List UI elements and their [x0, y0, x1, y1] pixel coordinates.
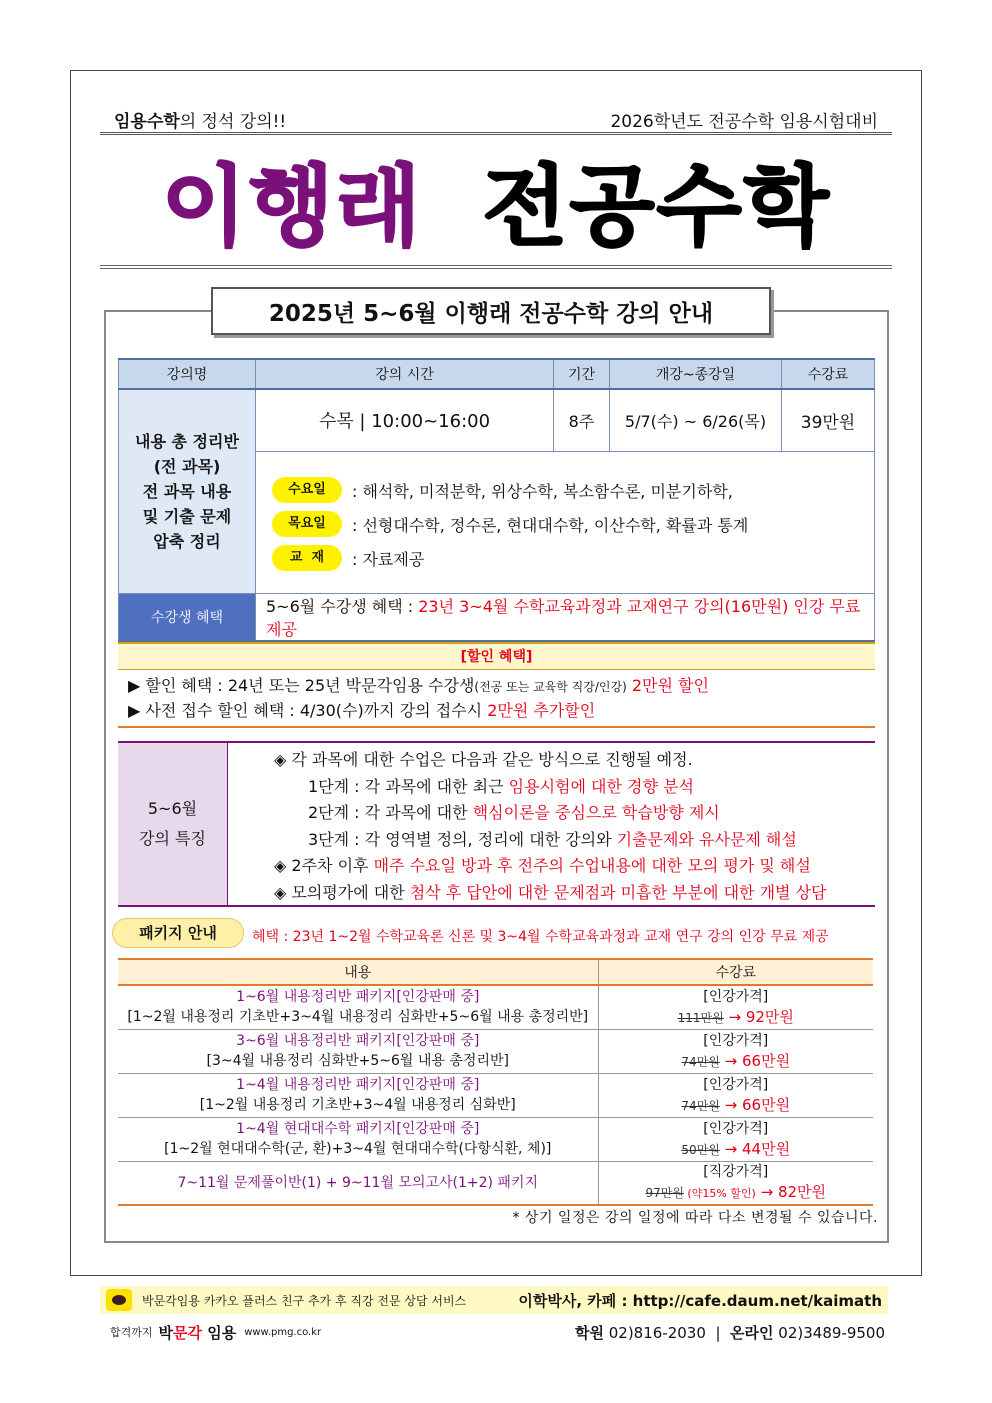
- new-price: 66만원: [742, 1095, 791, 1114]
- features-bullet-2: [274, 853, 875, 880]
- package-price: [598, 1161, 873, 1205]
- discount-line-2: [128, 699, 875, 723]
- course-fee: 39만원: [782, 389, 875, 451]
- arrow: →: [719, 1139, 742, 1158]
- header-slogan-rest: 의 정석 강의!!: [179, 112, 287, 132]
- features-body: [228, 743, 875, 905]
- package-name: 3~6월 내용정리반 패키지[인강판매 중]: [236, 1033, 480, 1049]
- step-3-highlight: 기출문제와 유사문제 해설: [616, 829, 797, 849]
- footer-kakao-bar: [100, 1286, 888, 1314]
- package-table: [118, 958, 873, 1206]
- package-content: [118, 985, 598, 1029]
- features-label-period: 5~6월: [147, 799, 198, 818]
- course-row: [119, 389, 875, 451]
- bullet-2-text: ◈ 2주차 이후: [274, 856, 374, 875]
- features-step-1: [274, 774, 875, 801]
- old-price: 50만원: [681, 1142, 720, 1157]
- header-slogan: [100, 107, 286, 132]
- price-type: [인강가격]: [703, 1120, 769, 1137]
- course-table-header: [119, 359, 875, 389]
- material-tag: 교 재: [272, 545, 342, 571]
- benefit-label: 수강생 혜택: [119, 593, 256, 641]
- arrow: →: [723, 1007, 746, 1026]
- package-row: [118, 1117, 873, 1161]
- discount-heading: [할인 혜택]: [118, 642, 875, 670]
- package-table-header: [118, 959, 873, 985]
- discount-body: [118, 674, 875, 728]
- package-name: 1~6월 내용정리반 패키지[인강판매 중]: [236, 989, 480, 1006]
- discount-line-1-note: (전공 또는 교육학 직강/인강): [474, 680, 627, 694]
- col-fee: 수강료: [782, 359, 875, 389]
- new-price: 92만원: [745, 1007, 794, 1026]
- new-price: 44만원: [742, 1139, 791, 1158]
- price-type: [인강가격]: [703, 1032, 769, 1049]
- package-name: 7~11월 문제풀이반(1) + 9~11월 모의고사(1+2) 패키지: [177, 1174, 539, 1191]
- instructor-name: 이행래: [161, 155, 423, 258]
- package-content: [118, 1117, 598, 1161]
- package-row: [118, 1073, 873, 1117]
- col-price: 수강료: [598, 959, 873, 985]
- bullet-3-text: ◈ 모의평가에 대한: [274, 882, 410, 902]
- package-price: [598, 1117, 873, 1161]
- features-label: [118, 743, 228, 905]
- package-price: [598, 985, 873, 1029]
- course-name-line: 및 기출 문제: [142, 506, 232, 526]
- benefit-prefix: 5~6월 수강생 혜택 :: [266, 596, 419, 616]
- headline: 2025년 5~6월 이행래 전공수학 강의 안내: [211, 287, 771, 335]
- arrow: →: [755, 1182, 778, 1201]
- course-table: [118, 358, 875, 642]
- site-url[interactable]: www.pmg.co.kr: [244, 1326, 322, 1338]
- old-price: 111만원: [677, 1010, 724, 1025]
- course-name-line: 압축 정리: [153, 531, 221, 551]
- step-3-text: 3단계 : 각 영역별 정의, 정리에 대한 강의와: [308, 829, 617, 849]
- step-1-text: 1단계 : 각 과목에 대한 최근: [308, 776, 509, 796]
- benefit-text: [256, 593, 875, 641]
- package-detail: [1~2월 현대대수학(군, 환)+3~4월 현대대수학(다항식환, 체)]: [164, 1141, 552, 1157]
- old-price: 74만원: [681, 1098, 720, 1113]
- course-name-line: 전 과목 내용: [142, 481, 232, 501]
- course-name-line: (전 과목): [153, 456, 221, 476]
- package-row: [118, 1161, 873, 1205]
- package-detail: [3~4월 내용정리 심화반+5~6월 내용 총정리반]: [206, 1053, 509, 1069]
- header-line: [100, 104, 892, 132]
- features-label-title: 강의 특징: [139, 829, 206, 848]
- package-row: [118, 985, 873, 1029]
- package-detail: [1~2월 내용정리 기초반+3~4월 내용정리 심화반+5~6월 내용 총정리반]: [127, 1009, 589, 1026]
- package-note: 혜택 : 23년 1~2월 수학교육론 신론 및 3~4월 수학교육과정과 교재 연구 강의 인강 무료 제공: [252, 929, 829, 945]
- discount-line-2-amount: 2만원 추가할인: [487, 701, 596, 720]
- features-step-3: [274, 827, 875, 854]
- features-step-2: [274, 800, 875, 827]
- price-type: [인강가격]: [703, 988, 769, 1005]
- discount-line-2-text: ▶ 사전 접수 할인 혜택 : 4/30(수)까지 강의 접수시: [128, 701, 488, 720]
- subject-thu: [272, 507, 874, 541]
- kakao-icon: [106, 1289, 132, 1311]
- package-content: [118, 1073, 598, 1117]
- subject-material: [272, 541, 874, 575]
- header-rule: [100, 132, 892, 135]
- package-content: [118, 1161, 598, 1205]
- brand-logo: 박문각 임용: [158, 1323, 237, 1342]
- new-price: 66만원: [742, 1051, 791, 1070]
- phone-numbers: 학원 02)816-2030 | 온라인 02)3489-9500: [574, 1323, 885, 1342]
- wednesday-subjects: : 해석학, 미적분학, 위상수학, 복소함수론, 미분기하학,: [352, 481, 733, 501]
- subjects-cell: [256, 451, 875, 593]
- package-price: [598, 1029, 873, 1073]
- subject-title: 전공수학: [482, 155, 831, 258]
- col-time: 강의 시간: [256, 359, 554, 389]
- new-price: 82만원: [777, 1182, 827, 1201]
- header-slogan-strong: 임용수학: [114, 112, 180, 132]
- bullet-2-highlight: 매주 수요일 방과 후 전주의 수업내용에 대한 모의 평가 및 해설: [373, 856, 811, 875]
- features-bullet-3: [274, 880, 875, 907]
- title-rule: [100, 265, 892, 269]
- features-intro: ◈ 각 과목에 대한 수업은 다음과 같은 방식으로 진행될 예정.: [274, 750, 693, 769]
- subject-wed: [272, 473, 874, 507]
- course-dates: 5/7(수) ~ 6/26(목): [610, 389, 782, 451]
- package-detail: [1~2월 내용정리 기초반+3~4월 내용정리 심화반]: [199, 1097, 516, 1113]
- header-exam-label: 2026학년도 전공수학 임용시험대비: [610, 112, 878, 132]
- old-price: 74만원: [681, 1054, 720, 1069]
- discount-line-1-text: ▶ 할인 혜택 : 24년 또는 25년 박문각임용 수강생: [128, 676, 475, 695]
- course-time: 수목 | 10:00~16:00: [256, 389, 554, 451]
- thursday-subjects: : 선형대수학, 정수론, 현대대수학, 이산수학, 확률과 통계: [352, 515, 749, 535]
- package-label: 패키지 안내: [112, 918, 244, 948]
- course-name: [119, 389, 256, 593]
- step-2-highlight: 핵심이론을 중심으로 학습방향 제시: [472, 803, 720, 822]
- col-period: 기간: [554, 359, 610, 389]
- package-content: [118, 1029, 598, 1073]
- package-name: 1~4월 내용정리반 패키지[인강판매 중]: [236, 1077, 480, 1093]
- step-1-highlight: 임용시험에 대한 경향 분석: [508, 776, 694, 796]
- arrow: →: [719, 1051, 742, 1070]
- discount-rate: (약15% 할인): [683, 1186, 756, 1200]
- price-type: [직강가격]: [703, 1163, 769, 1180]
- discount-line-1: [128, 674, 875, 699]
- col-dates: 개강~종강일: [610, 359, 782, 389]
- footer-slogan: 합격까지: [110, 1326, 153, 1339]
- thursday-tag: 목요일: [272, 511, 342, 537]
- kakao-text: 박문각임용 카카오 플러스 친구 추가 후 직강 전문 상담 서비스: [142, 1293, 467, 1308]
- page-title: [100, 140, 892, 260]
- package-price: [598, 1073, 873, 1117]
- discount-line-1-amount: 2만원 할인: [631, 676, 709, 695]
- col-content: 내용: [118, 959, 598, 985]
- price-type: [인강가격]: [703, 1076, 769, 1093]
- material-text: : 자료제공: [352, 549, 425, 569]
- step-2-text: 2단계 : 각 과목에 대한: [308, 803, 473, 822]
- course-period: 8주: [554, 389, 610, 451]
- benefit-row: [119, 593, 875, 641]
- cafe-link[interactable]: 이학박사, 카페 : http://cafe.daum.net/kaimath: [518, 1291, 882, 1310]
- old-price: 97만원: [645, 1185, 684, 1200]
- wednesday-tag: 수요일: [272, 477, 342, 503]
- benefit-highlight: 23년 3~4월 수학교육과정과 교재연구 강의(16만원) 인강 무료 제공: [266, 596, 861, 639]
- course-name-line: 내용 총 정리반: [135, 431, 239, 451]
- package-row: [118, 1029, 873, 1073]
- bullet-3-highlight: 첨삭 후 답안에 대한 문제점과 미흡한 부분에 대한 개별 상담: [409, 882, 827, 902]
- footer-contact: [110, 1322, 885, 1342]
- arrow: →: [719, 1095, 742, 1114]
- features-section: [118, 741, 875, 907]
- footnote: * 상기 일정은 강의 일정에 따라 다소 변경될 수 있습니다.: [512, 1210, 878, 1226]
- col-course-name: 강의명: [119, 359, 256, 389]
- package-name: 1~4월 현대대수학 패키지[인강판매 중]: [236, 1121, 480, 1137]
